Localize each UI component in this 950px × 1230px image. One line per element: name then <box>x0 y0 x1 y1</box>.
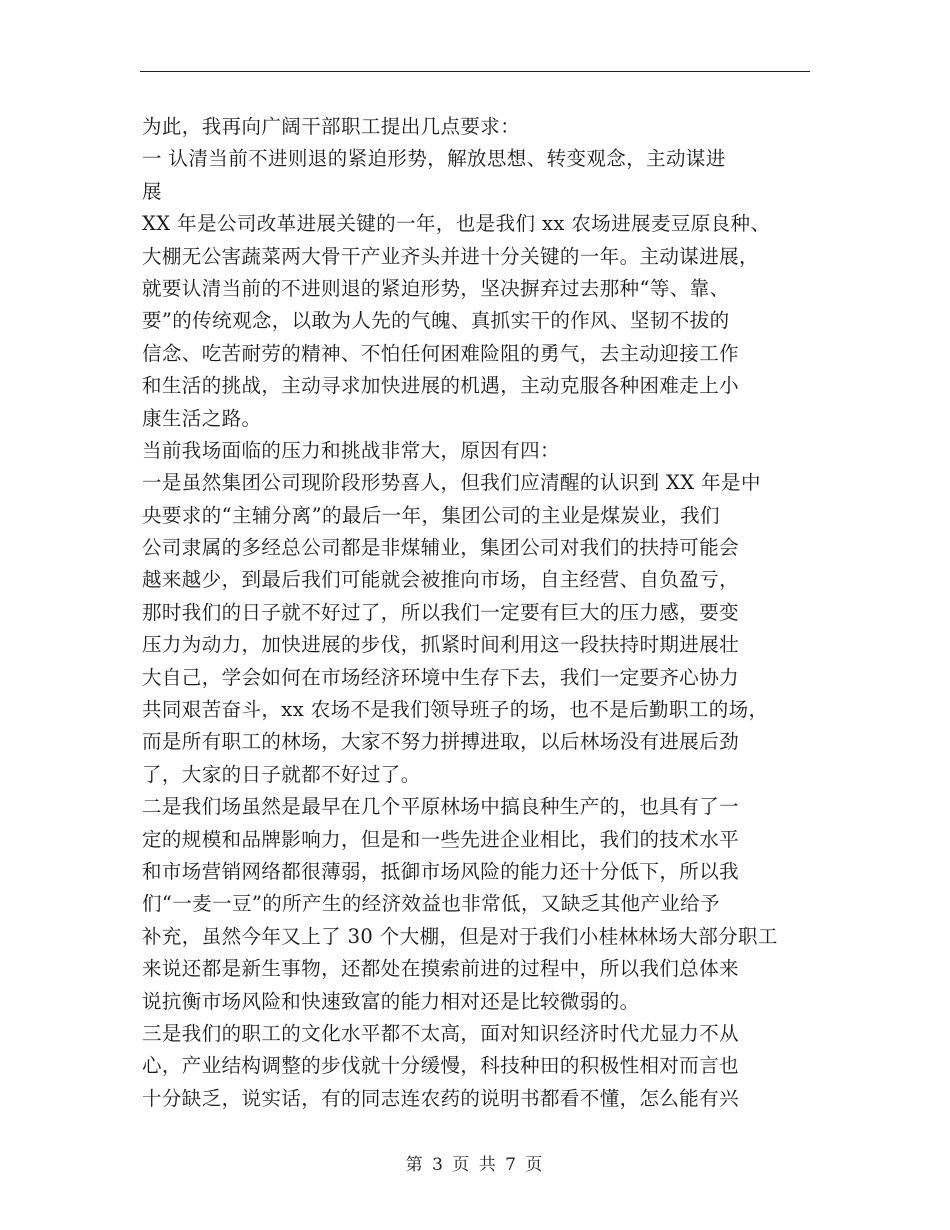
text-line: 三是我们的职工的文化水平都不太高，面对知识经济时代尤显力不从 <box>142 1021 740 1045</box>
text-line: 越来越少，到最后我们可能就会被推向市场，自主经营、自负盈亏， <box>142 568 740 592</box>
text-line: 一是虽然集团公司现阶段形势喜人，但我们应清醒的认识到 XX 年是中 <box>142 471 761 495</box>
text-line: 和生活的挑战，主动寻求加快进展的机遇，主动克服各种困难走上小 <box>142 374 740 398</box>
text-line: 信念、吃苦耐劳的精神、不怕任何困难险阻的勇气，去主动迎接工作 <box>142 341 740 365</box>
text-line: 定的规模和品牌影响力，但是和一些先进企业相比，我们的技术水平 <box>142 827 740 851</box>
text-line: 补充，虽然今年又上了 30 个大棚，但是对于我们小桂林林场大部分职工 <box>142 924 778 948</box>
text-line: 央要求的“主辅分离”的最后一年，集团公司的主业是煤炭业，我们 <box>142 503 720 527</box>
header-divider <box>140 71 810 72</box>
text-line: XX 年是公司改革进展关键的一年，也是我们 xx 农场进展麦豆原良种、 <box>142 212 771 236</box>
text-line: 那时我们的日子就不好过了，所以我们一定要有巨大的压力感，要变 <box>142 600 740 624</box>
text-line: 展 <box>142 179 162 203</box>
text-line: 共同艰苦奋斗，xx 农场不是我们领导班子的场，也不是后勤职工的场， <box>142 698 769 722</box>
text-line: 了，大家的日子就都不好过了。 <box>142 762 421 786</box>
text-line: 一 认清当前不进则退的紧迫形势，解放思想、转变观念，主动谋进 <box>142 147 726 171</box>
text-line: 康生活之路。 <box>142 406 262 430</box>
document-body <box>142 111 810 1115</box>
text-line: 十分缺乏，说实话，有的同志连农药的说明书都看不懂，怎么能有兴 <box>142 1086 740 1110</box>
text-line: 当前我场面临的压力和挑战非常大，原因有四： <box>142 438 560 462</box>
text-line: 压力为动力，加快进展的步伐，抓紧时间利用这一段扶持时期进展壮 <box>142 633 740 657</box>
text-line: 和市场营销网络都很薄弱，抵御市场风险的能力还十分低下，所以我 <box>142 859 740 883</box>
text-line: 来说还都是新生事物，还都处在摸索前进的过程中，所以我们总体来 <box>142 957 740 981</box>
text-line: 大自己，学会如何在市场经济环境中生存下去，我们一定要齐心协力 <box>142 665 740 689</box>
text-line: 说抗衡市场风险和快速致富的能力相对还是比较微弱的。 <box>142 989 640 1013</box>
text-line: 要”的传统观念，以敢为人先的气魄、真抓实干的作风、坚韧不拔的 <box>142 309 730 333</box>
text-line: 就要认清当前的不进则退的紧迫形势，坚决摒弃过去那种“等、靠、 <box>142 276 730 300</box>
text-line: 们“一麦一豆”的所产生的经济效益也非常低，又缺乏其他产业给予 <box>142 892 720 916</box>
text-line: 而是所有职工的林场，大家不努力拼搏进取，以后林场没有进展后劲 <box>142 730 740 754</box>
text-line: 二是我们场虽然是最早在几个平原林场中搞良种生产的，也具有了一 <box>142 795 740 819</box>
page-number: 第 3 页 共 7 页 <box>405 1155 545 1175</box>
text-line: 为此，我再向广阔干部职工提出几点要求： <box>142 115 521 138</box>
text-line: 公司隶属的多经总公司都是非煤辅业，集团公司对我们的扶持可能会 <box>142 536 740 560</box>
text-line: 大棚无公害蔬菜两大骨干产业齐头并进十分关键的一年。主动谋进展， <box>142 244 759 268</box>
text-line: 心，产业结构调整的步伐就十分缓慢，科技种田的积极性相对而言也 <box>142 1054 740 1078</box>
